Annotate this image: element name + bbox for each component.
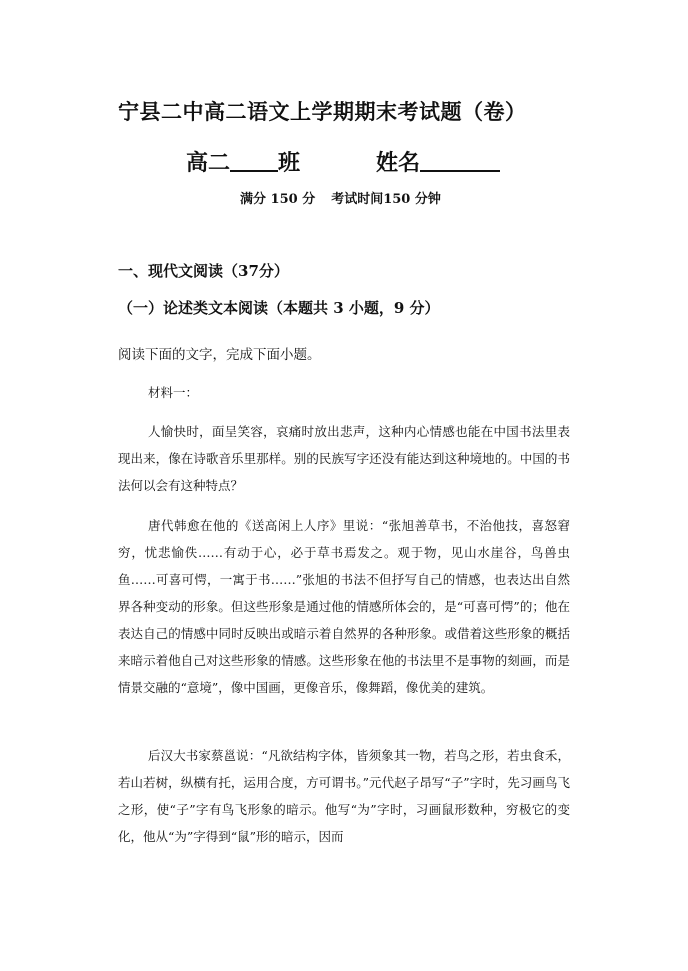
paragraph-2: 唐代韩愈在他的《送高闲上人序》里说：“张旭善草书，不治他技，喜怒窘穷，忧悲愉佚……有动于心，必于草书焉发之。观于物，见山水崖谷，鸟兽虫鱼……可喜可愕，一寓于书……”张旭的书法不但抒写自己的情感，也表达出自然界各种变动的形象。但这些形象是通过他的情感所体会的，是“可喜可愕”的；他在表达自己的情感中同时反映出或暗示着自然界的各种形象。或借着这些形象的概括来暗示着他自己对这些形象的情感。这些形象在他的书法里不是事物的刻画，而是情景交融的“意境”，像中国画，更像音乐，像舞蹈，像优美的建筑。 <box>118 518 570 695</box>
class-blank <box>230 150 278 172</box>
exam-meta <box>240 188 540 207</box>
time-info: 考试时间150 分钟 <box>331 192 441 207</box>
paragraph-3: 后汉大书家蔡邕说：“凡欲结构字体，皆须象其一物，若鸟之形，若虫食禾，若山若树，纵横有托，运用合度，方可谓书。”元代赵子昂写“子”字时，先习画鸟飞之形，使“子”字有鸟飞形象的暗示。他写“为”字时，习画鼠形数种，穷极它的变化，他从“为”字得到“鼠”形的暗示，因而 <box>118 748 570 844</box>
class-prefix: 高二 <box>186 150 231 176</box>
material-label: 材料一： <box>148 385 199 400</box>
instruction-text: 阅读下面的文字，完成下面小题。 <box>118 347 321 363</box>
paragraph-1: 人愉快时，面呈笑容，哀痛时放出悲声，这种内心情感也能在中国书法里表现出来，像在诗歌音乐里那样。别的民族写字还没有能达到这种境地的。中国的书法何以会有这种特点？ <box>118 424 570 493</box>
name-blank <box>420 150 500 172</box>
class-name-line <box>186 146 586 177</box>
name-label: 姓名 <box>376 150 421 176</box>
sub-section-title: （一）论述类文本阅读（本题共 3 小题，9 分） <box>118 299 440 317</box>
part1-title: 一、现代文阅读（37分） <box>118 262 289 280</box>
score-info: 满分 150 分 <box>240 192 316 207</box>
class-suffix: 班 <box>278 150 301 176</box>
exam-title: 宁县二中高二语文上学期期末考试题（卷） <box>118 99 527 124</box>
